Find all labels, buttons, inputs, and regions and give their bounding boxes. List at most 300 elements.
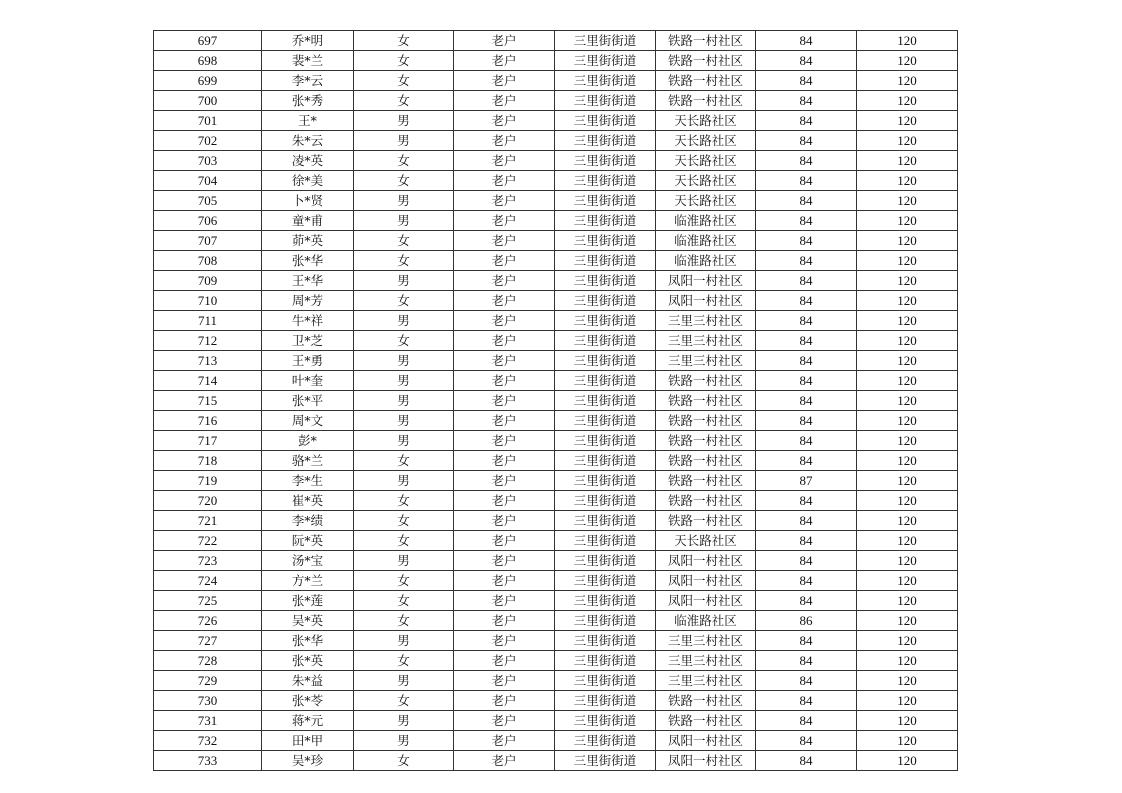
community-cell: 天长路社区	[656, 111, 756, 131]
serial-number-cell: 725	[154, 591, 262, 611]
community-cell: 天长路社区	[656, 131, 756, 151]
community-cell: 铁路一村社区	[656, 391, 756, 411]
name-cell: 吴*珍	[262, 751, 354, 771]
name-cell: 张*莲	[262, 591, 354, 611]
amount-cell: 120	[857, 471, 958, 491]
name-cell: 叶*奎	[262, 371, 354, 391]
age-cell: 84	[756, 731, 857, 751]
age-cell: 84	[756, 71, 857, 91]
gender-cell: 男	[354, 351, 454, 371]
name-cell: 王*	[262, 111, 354, 131]
amount-cell: 120	[857, 191, 958, 211]
name-cell: 卜*贤	[262, 191, 354, 211]
community-cell: 临淮路社区	[656, 211, 756, 231]
amount-cell: 120	[857, 91, 958, 111]
name-cell: 骆*兰	[262, 451, 354, 471]
amount-cell: 120	[857, 391, 958, 411]
household-type-cell: 老户	[454, 311, 555, 331]
amount-cell: 120	[857, 151, 958, 171]
name-cell: 凌*英	[262, 151, 354, 171]
table-row	[154, 691, 958, 711]
gender-cell: 男	[354, 471, 454, 491]
community-cell: 凤阳一村社区	[656, 731, 756, 751]
amount-cell: 120	[857, 491, 958, 511]
name-cell: 彭*	[262, 431, 354, 451]
name-cell: 朱*益	[262, 671, 354, 691]
amount-cell: 120	[857, 751, 958, 771]
gender-cell: 女	[354, 251, 454, 271]
gender-cell: 男	[354, 311, 454, 331]
amount-cell: 120	[857, 131, 958, 151]
serial-number-cell: 713	[154, 351, 262, 371]
age-cell: 86	[756, 611, 857, 631]
subdistrict-cell: 三里街街道	[555, 311, 656, 331]
gender-cell: 男	[354, 391, 454, 411]
community-cell: 天长路社区	[656, 171, 756, 191]
serial-number-cell: 709	[154, 271, 262, 291]
serial-number-cell: 723	[154, 551, 262, 571]
community-cell: 铁路一村社区	[656, 411, 756, 431]
gender-cell: 女	[354, 751, 454, 771]
community-cell: 铁路一村社区	[656, 491, 756, 511]
serial-number-cell: 721	[154, 511, 262, 531]
age-cell: 84	[756, 171, 857, 191]
name-cell: 王*勇	[262, 351, 354, 371]
table-body	[154, 31, 958, 771]
table-row	[154, 591, 958, 611]
amount-cell: 120	[857, 551, 958, 571]
name-cell: 朱*云	[262, 131, 354, 151]
table-row	[154, 731, 958, 751]
gender-cell: 男	[354, 111, 454, 131]
name-cell: 汤*宝	[262, 551, 354, 571]
household-type-cell: 老户	[454, 231, 555, 251]
table-row	[154, 351, 958, 371]
age-cell: 84	[756, 131, 857, 151]
gender-cell: 女	[354, 611, 454, 631]
subdistrict-cell: 三里街街道	[555, 691, 656, 711]
gender-cell: 女	[354, 71, 454, 91]
community-cell: 三里三村社区	[656, 651, 756, 671]
serial-number-cell: 733	[154, 751, 262, 771]
table-row	[154, 751, 958, 771]
age-cell: 84	[756, 191, 857, 211]
age-cell: 84	[756, 631, 857, 651]
subdistrict-cell: 三里街街道	[555, 31, 656, 51]
name-cell: 王*华	[262, 271, 354, 291]
community-cell: 凤阳一村社区	[656, 591, 756, 611]
amount-cell: 120	[857, 371, 958, 391]
gender-cell: 男	[354, 411, 454, 431]
amount-cell: 120	[857, 451, 958, 471]
serial-number-cell: 697	[154, 31, 262, 51]
age-cell: 84	[756, 311, 857, 331]
table-row	[154, 311, 958, 331]
subdistrict-cell: 三里街街道	[555, 731, 656, 751]
household-type-cell: 老户	[454, 71, 555, 91]
household-type-cell: 老户	[454, 511, 555, 531]
age-cell: 84	[756, 431, 857, 451]
amount-cell: 120	[857, 211, 958, 231]
table-row	[154, 91, 958, 111]
age-cell: 84	[756, 31, 857, 51]
age-cell: 84	[756, 211, 857, 231]
household-type-cell: 老户	[454, 251, 555, 271]
name-cell: 乔*明	[262, 31, 354, 51]
subdistrict-cell: 三里街街道	[555, 371, 656, 391]
amount-cell: 120	[857, 591, 958, 611]
gender-cell: 女	[354, 331, 454, 351]
serial-number-cell: 701	[154, 111, 262, 131]
amount-cell: 120	[857, 271, 958, 291]
household-type-cell: 老户	[454, 291, 555, 311]
community-cell: 铁路一村社区	[656, 431, 756, 451]
community-cell: 铁路一村社区	[656, 691, 756, 711]
age-cell: 84	[756, 331, 857, 351]
amount-cell: 120	[857, 351, 958, 371]
household-type-cell: 老户	[454, 271, 555, 291]
community-cell: 铁路一村社区	[656, 91, 756, 111]
age-cell: 84	[756, 551, 857, 571]
subdistrict-cell: 三里街街道	[555, 571, 656, 591]
gender-cell: 男	[354, 371, 454, 391]
table-row	[154, 231, 958, 251]
household-type-cell: 老户	[454, 651, 555, 671]
community-cell: 铁路一村社区	[656, 471, 756, 491]
gender-cell: 女	[354, 491, 454, 511]
table-row	[154, 571, 958, 591]
community-cell: 凤阳一村社区	[656, 291, 756, 311]
serial-number-cell: 715	[154, 391, 262, 411]
community-cell: 铁路一村社区	[656, 71, 756, 91]
name-cell: 周*文	[262, 411, 354, 431]
gender-cell: 男	[354, 671, 454, 691]
age-cell: 84	[756, 671, 857, 691]
serial-number-cell: 718	[154, 451, 262, 471]
serial-number-cell: 710	[154, 291, 262, 311]
table-row	[154, 431, 958, 451]
gender-cell: 女	[354, 451, 454, 471]
serial-number-cell: 714	[154, 371, 262, 391]
subdistrict-cell: 三里街街道	[555, 131, 656, 151]
age-cell: 87	[756, 471, 857, 491]
household-type-cell: 老户	[454, 471, 555, 491]
name-cell: 张*华	[262, 251, 354, 271]
subdistrict-cell: 三里街街道	[555, 611, 656, 631]
table-row	[154, 531, 958, 551]
name-cell: 徐*美	[262, 171, 354, 191]
subdistrict-cell: 三里街街道	[555, 151, 656, 171]
community-cell: 临淮路社区	[656, 251, 756, 271]
age-cell: 84	[756, 251, 857, 271]
age-cell: 84	[756, 751, 857, 771]
age-cell: 84	[756, 111, 857, 131]
age-cell: 84	[756, 491, 857, 511]
name-cell: 崔*英	[262, 491, 354, 511]
gender-cell: 男	[354, 631, 454, 651]
household-type-cell: 老户	[454, 731, 555, 751]
serial-number-cell: 722	[154, 531, 262, 551]
household-type-cell: 老户	[454, 111, 555, 131]
household-type-cell: 老户	[454, 631, 555, 651]
name-cell: 卫*芝	[262, 331, 354, 351]
table-row	[154, 111, 958, 131]
table-row	[154, 291, 958, 311]
age-cell: 84	[756, 51, 857, 71]
serial-number-cell: 711	[154, 311, 262, 331]
table-row	[154, 251, 958, 271]
age-cell: 84	[756, 531, 857, 551]
amount-cell: 120	[857, 331, 958, 351]
household-type-cell: 老户	[454, 51, 555, 71]
table-row	[154, 671, 958, 691]
roster-table	[153, 30, 958, 771]
gender-cell: 男	[354, 551, 454, 571]
table-row	[154, 51, 958, 71]
age-cell: 84	[756, 151, 857, 171]
subdistrict-cell: 三里街街道	[555, 491, 656, 511]
age-cell: 84	[756, 411, 857, 431]
serial-number-cell: 698	[154, 51, 262, 71]
name-cell: 吴*英	[262, 611, 354, 631]
subdistrict-cell: 三里街街道	[555, 631, 656, 651]
amount-cell: 120	[857, 51, 958, 71]
gender-cell: 女	[354, 291, 454, 311]
amount-cell: 120	[857, 711, 958, 731]
amount-cell: 120	[857, 111, 958, 131]
table-row	[154, 211, 958, 231]
household-type-cell: 老户	[454, 451, 555, 471]
gender-cell: 女	[354, 51, 454, 71]
table-row	[154, 391, 958, 411]
community-cell: 凤阳一村社区	[656, 271, 756, 291]
community-cell: 铁路一村社区	[656, 371, 756, 391]
household-type-cell: 老户	[454, 671, 555, 691]
table-row	[154, 71, 958, 91]
table-row	[154, 711, 958, 731]
amount-cell: 120	[857, 231, 958, 251]
serial-number-cell: 703	[154, 151, 262, 171]
community-cell: 天长路社区	[656, 531, 756, 551]
household-type-cell: 老户	[454, 551, 555, 571]
gender-cell: 女	[354, 231, 454, 251]
serial-number-cell: 719	[154, 471, 262, 491]
name-cell: 张*秀	[262, 91, 354, 111]
household-type-cell: 老户	[454, 211, 555, 231]
gender-cell: 男	[354, 431, 454, 451]
table-row	[154, 191, 958, 211]
serial-number-cell: 724	[154, 571, 262, 591]
table-row	[154, 551, 958, 571]
community-cell: 铁路一村社区	[656, 51, 756, 71]
gender-cell: 女	[354, 511, 454, 531]
community-cell: 临淮路社区	[656, 231, 756, 251]
community-cell: 铁路一村社区	[656, 451, 756, 471]
name-cell: 蒋*元	[262, 711, 354, 731]
amount-cell: 120	[857, 611, 958, 631]
name-cell: 方*兰	[262, 571, 354, 591]
amount-cell: 120	[857, 71, 958, 91]
serial-number-cell: 708	[154, 251, 262, 271]
serial-number-cell: 720	[154, 491, 262, 511]
serial-number-cell: 706	[154, 211, 262, 231]
name-cell: 田*甲	[262, 731, 354, 751]
subdistrict-cell: 三里街街道	[555, 591, 656, 611]
gender-cell: 男	[354, 711, 454, 731]
amount-cell: 120	[857, 31, 958, 51]
household-type-cell: 老户	[454, 491, 555, 511]
serial-number-cell: 705	[154, 191, 262, 211]
amount-cell: 120	[857, 291, 958, 311]
household-type-cell: 老户	[454, 571, 555, 591]
name-cell: 张*苓	[262, 691, 354, 711]
community-cell: 天长路社区	[656, 151, 756, 171]
gender-cell: 男	[354, 131, 454, 151]
serial-number-cell: 699	[154, 71, 262, 91]
subdistrict-cell: 三里街街道	[555, 391, 656, 411]
table-row	[154, 511, 958, 531]
household-type-cell: 老户	[454, 711, 555, 731]
household-type-cell: 老户	[454, 131, 555, 151]
subdistrict-cell: 三里街街道	[555, 171, 656, 191]
amount-cell: 120	[857, 671, 958, 691]
gender-cell: 女	[354, 171, 454, 191]
amount-cell: 120	[857, 511, 958, 531]
age-cell: 84	[756, 651, 857, 671]
community-cell: 三里三村社区	[656, 331, 756, 351]
gender-cell: 女	[354, 31, 454, 51]
subdistrict-cell: 三里街街道	[555, 51, 656, 71]
amount-cell: 120	[857, 251, 958, 271]
household-type-cell: 老户	[454, 91, 555, 111]
age-cell: 84	[756, 591, 857, 611]
subdistrict-cell: 三里街街道	[555, 271, 656, 291]
age-cell: 84	[756, 391, 857, 411]
amount-cell: 120	[857, 411, 958, 431]
name-cell: 童*甫	[262, 211, 354, 231]
amount-cell: 120	[857, 171, 958, 191]
household-type-cell: 老户	[454, 371, 555, 391]
household-type-cell: 老户	[454, 391, 555, 411]
age-cell: 84	[756, 371, 857, 391]
table-row	[154, 451, 958, 471]
gender-cell: 女	[354, 571, 454, 591]
subdistrict-cell: 三里街街道	[555, 671, 656, 691]
name-cell: 裴*兰	[262, 51, 354, 71]
subdistrict-cell: 三里街街道	[555, 511, 656, 531]
subdistrict-cell: 三里街街道	[555, 231, 656, 251]
serial-number-cell: 728	[154, 651, 262, 671]
subdistrict-cell: 三里街街道	[555, 651, 656, 671]
table-row	[154, 471, 958, 491]
age-cell: 84	[756, 571, 857, 591]
amount-cell: 120	[857, 311, 958, 331]
gender-cell: 女	[354, 151, 454, 171]
table-row	[154, 131, 958, 151]
subdistrict-cell: 三里街街道	[555, 411, 656, 431]
community-cell: 天长路社区	[656, 191, 756, 211]
serial-number-cell: 704	[154, 171, 262, 191]
household-type-cell: 老户	[454, 531, 555, 551]
table-row	[154, 611, 958, 631]
serial-number-cell: 717	[154, 431, 262, 451]
serial-number-cell: 731	[154, 711, 262, 731]
amount-cell: 120	[857, 531, 958, 551]
age-cell: 84	[756, 691, 857, 711]
serial-number-cell: 716	[154, 411, 262, 431]
table-row	[154, 411, 958, 431]
community-cell: 铁路一村社区	[656, 511, 756, 531]
subdistrict-cell: 三里街街道	[555, 71, 656, 91]
subdistrict-cell: 三里街街道	[555, 111, 656, 131]
amount-cell: 120	[857, 731, 958, 751]
amount-cell: 120	[857, 571, 958, 591]
name-cell: 阮*英	[262, 531, 354, 551]
subdistrict-cell: 三里街街道	[555, 551, 656, 571]
subdistrict-cell: 三里街街道	[555, 251, 656, 271]
gender-cell: 女	[354, 531, 454, 551]
serial-number-cell: 726	[154, 611, 262, 631]
subdistrict-cell: 三里街街道	[555, 431, 656, 451]
community-cell: 凤阳一村社区	[656, 551, 756, 571]
household-type-cell: 老户	[454, 31, 555, 51]
serial-number-cell: 700	[154, 91, 262, 111]
gender-cell: 女	[354, 591, 454, 611]
subdistrict-cell: 三里街街道	[555, 211, 656, 231]
name-cell: 茆*英	[262, 231, 354, 251]
subdistrict-cell: 三里街街道	[555, 471, 656, 491]
gender-cell: 男	[354, 271, 454, 291]
table-row	[154, 631, 958, 651]
subdistrict-cell: 三里街街道	[555, 291, 656, 311]
name-cell: 张*平	[262, 391, 354, 411]
subdistrict-cell: 三里街街道	[555, 91, 656, 111]
table-row	[154, 31, 958, 51]
community-cell: 凤阳一村社区	[656, 751, 756, 771]
serial-number-cell: 729	[154, 671, 262, 691]
table-row	[154, 151, 958, 171]
household-type-cell: 老户	[454, 191, 555, 211]
household-type-cell: 老户	[454, 591, 555, 611]
name-cell: 张*英	[262, 651, 354, 671]
amount-cell: 120	[857, 691, 958, 711]
name-cell: 李*绩	[262, 511, 354, 531]
age-cell: 84	[756, 231, 857, 251]
household-type-cell: 老户	[454, 691, 555, 711]
household-type-cell: 老户	[454, 171, 555, 191]
age-cell: 84	[756, 511, 857, 531]
age-cell: 84	[756, 351, 857, 371]
gender-cell: 女	[354, 651, 454, 671]
household-type-cell: 老户	[454, 611, 555, 631]
table-row	[154, 651, 958, 671]
name-cell: 牛*祥	[262, 311, 354, 331]
serial-number-cell: 707	[154, 231, 262, 251]
table-row	[154, 271, 958, 291]
age-cell: 84	[756, 711, 857, 731]
age-cell: 84	[756, 271, 857, 291]
subdistrict-cell: 三里街街道	[555, 531, 656, 551]
table-row	[154, 491, 958, 511]
age-cell: 84	[756, 291, 857, 311]
gender-cell: 男	[354, 211, 454, 231]
name-cell: 张*华	[262, 631, 354, 651]
amount-cell: 120	[857, 431, 958, 451]
serial-number-cell: 702	[154, 131, 262, 151]
subdistrict-cell: 三里街街道	[555, 191, 656, 211]
serial-number-cell: 730	[154, 691, 262, 711]
subdistrict-cell: 三里街街道	[555, 751, 656, 771]
